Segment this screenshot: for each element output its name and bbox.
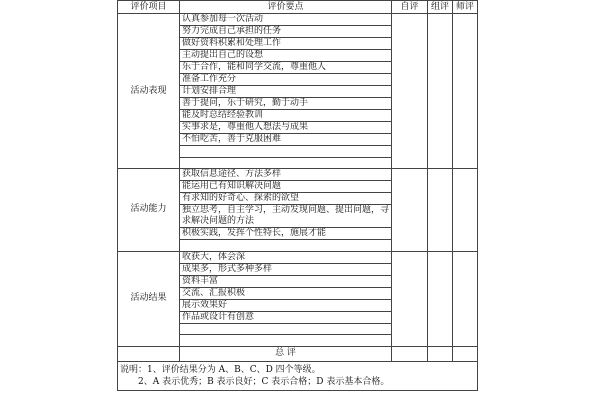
group-score-cell[interactable] [428, 14, 453, 169]
criterion-cell: 主动提出自己的设想 [180, 50, 392, 62]
category-cell: 活动结果 [118, 251, 180, 346]
total-teacher-cell[interactable] [453, 346, 478, 361]
header-teacher-eval: 师评 [453, 1, 478, 14]
criterion-cell [180, 240, 392, 252]
criterion-cell [180, 323, 392, 335]
note-line: 2、A 表示优秀；B 表示良好；C 表示合格；D 表示基本合格。 [138, 376, 390, 387]
criterion-cell: 成果多，形式多种多样 [180, 263, 392, 275]
evaluation-sheet [117, 0, 477, 396]
total-row [118, 346, 478, 361]
criterion-cell: 展示效果好 [180, 299, 392, 311]
table-row [118, 14, 478, 26]
criterion-cell [180, 335, 392, 347]
criterion-cell: 乐于合作，能和同学交流，尊重他人 [180, 62, 392, 74]
category-cell: 活动能力 [118, 169, 180, 252]
category-cell: 活动表现 [118, 14, 180, 169]
criterion-cell: 认真参加每一次活动 [180, 14, 392, 26]
criterion-cell [180, 146, 392, 158]
notes-cell [118, 361, 478, 390]
evaluation-table [117, 0, 478, 391]
table-row [118, 251, 478, 263]
criterion-cell: 作品或设计有创意 [180, 311, 392, 323]
criterion-cell: 善于提问，乐于研究，勤于动手 [180, 98, 392, 110]
criterion-cell: 能运用已有知识解决问题 [180, 181, 392, 193]
notes-row [118, 361, 478, 390]
self-score-cell[interactable] [392, 14, 428, 169]
group-score-cell[interactable] [428, 251, 453, 346]
criterion-cell [180, 157, 392, 169]
criterion-cell: 计划安排合理 [180, 86, 392, 98]
criterion-cell: 收获大，体会深 [180, 251, 392, 263]
note-line: 说明：1、评价结果分为 A、B、C、D 四个等级。 [120, 364, 321, 375]
header-category: 评价项目 [118, 1, 180, 14]
header-row [118, 1, 478, 14]
criterion-cell: 资料丰富 [180, 275, 392, 287]
criterion-cell: 交流、汇报积极 [180, 287, 392, 299]
header-points: 评价要点 [180, 1, 392, 14]
teacher-score-cell[interactable] [453, 169, 478, 252]
total-label: 总 评 [180, 346, 392, 361]
criterion-cell: 努力完成自己承担的任务 [180, 26, 392, 38]
self-score-cell[interactable] [392, 251, 428, 346]
group-score-cell[interactable] [428, 169, 453, 252]
self-score-cell[interactable] [392, 169, 428, 252]
criterion-cell: 积极实践，发挥个性特长，施展才能 [180, 228, 392, 240]
total-group-cell[interactable] [428, 346, 453, 361]
total-self-cell[interactable] [392, 346, 428, 361]
criterion-cell: 独立思考，自主学习，主动发现问题、提出问题，寻求解决问题的方法 [180, 205, 392, 228]
criterion-cell: 有求知的好奇心、探索的欲望 [180, 193, 392, 205]
teacher-score-cell[interactable] [453, 14, 478, 169]
table-row [118, 169, 478, 181]
criterion-cell: 获取信息途径、方法多样 [180, 169, 392, 181]
header-self-eval: 自评 [392, 1, 428, 14]
criterion-cell: 不怕吃苦，善于克服困难 [180, 134, 392, 146]
criterion-cell: 做好资料积累和处理工作 [180, 38, 392, 50]
teacher-score-cell[interactable] [453, 251, 478, 346]
criterion-cell: 准备工作充分 [180, 74, 392, 86]
header-group-eval: 组评 [428, 1, 453, 14]
criterion-cell: 实事求是，尊重他人想法与成果 [180, 122, 392, 134]
criterion-cell: 能及时总结经验教训 [180, 110, 392, 122]
total-blank-cell [118, 346, 180, 361]
